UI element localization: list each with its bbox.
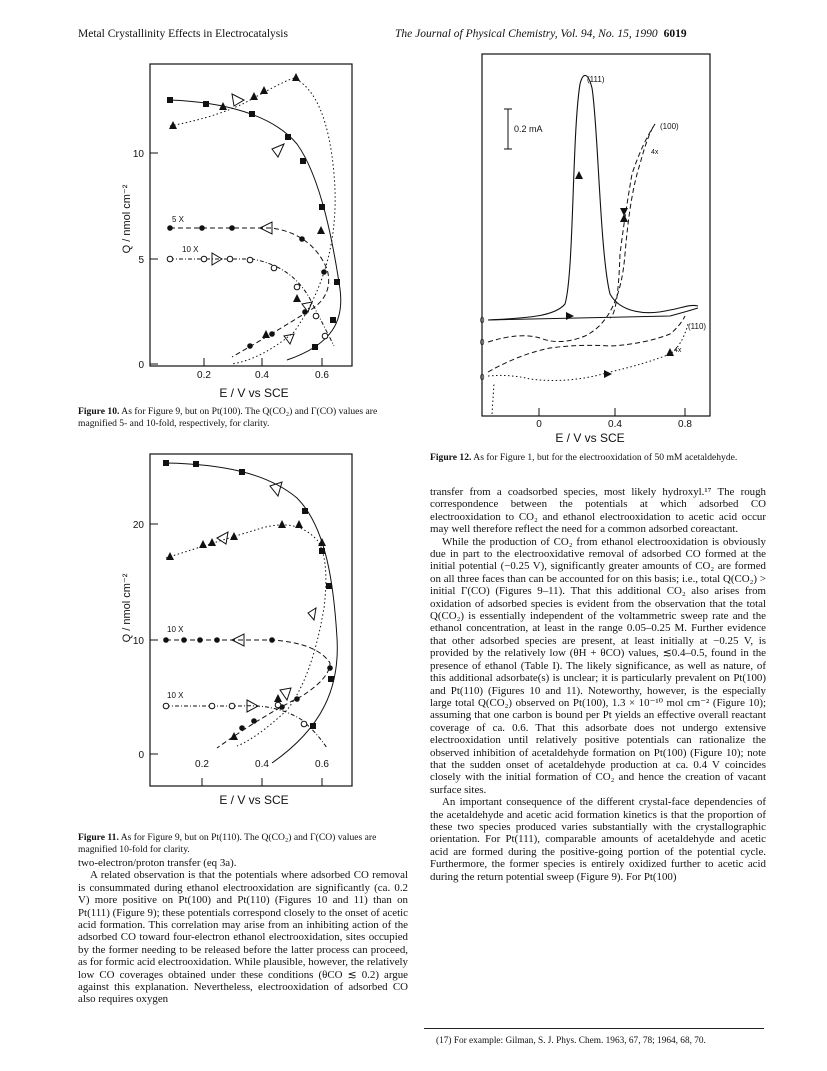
plot-frame bbox=[482, 54, 710, 416]
paragraph: A related observation is that the potentials where adsorbed CO removal is consummated during ethanol electrooxidation are significantly (ca. 0.2 V) more positive on Pt(100) and Pt(110) (Figures 10 and 11) than on Pt(111) (Figure 9); these potentials correspond closely to the onset of acetic acid formation. This correlation may arise from an inhibiting action of the adsorbed CO toward four-electron ethanol electrooxidation, sites occupied by the former needing to be released before the latter process can proceed, as for formic acid electrooxidation. While plausible, however, the relatively low CO coverages obtained under these conditions (θCO ≲ 0.2) argue against this explanation. Nevertheless, electrooxidation of adsorbed CO also requires oxygen bbox=[78, 869, 408, 1006]
figure-10-caption: Figure 10. As for Figure 9, but on Pt(100). The Q(CO₂) and Γ(CO) values are magnified 5- and 10-fold, respectively, for clarity. bbox=[78, 406, 378, 429]
journal-citation: The Journal of Physical Chemistry, Vol. 94, No. 15, 1990 6019 bbox=[395, 28, 687, 40]
x-axis-label: E / V vs SCE bbox=[555, 431, 625, 445]
ytick: 10 bbox=[132, 636, 144, 647]
figure-12-caption: Figure 12. As for Figure 1, but for the electrooxidation of 50 mM acetaldehyde. bbox=[430, 452, 738, 463]
xtick: 0.6 bbox=[315, 370, 329, 381]
paragraph: transfer from a coadsorbed species, most likely hydroxyl.¹⁷ The rough correspondence between the potentials at which adsorbed CO electrooxidation to CO₂ and ethanol electrooxidation to acetic acid occur may well therefore reflect the need for a common adsorbed coreactant. bbox=[430, 486, 766, 536]
paragraph: An important consequence of the different crystal-face dependencies of the acetaldehyde and acetic acid formation kinetics is that the proportion of these two species produced varies substantially with the crystallographic orientation. For Pt(111), comparable amounts of acetaldehyde and acetic acid are formed during the positive-going portion of the potential cycle. Furthermore, the former species is entirely oxidized further to acetic acid during the return potential sweep (Figure 9). For Pt(100) bbox=[430, 796, 766, 883]
running-head: Metal Crystallinity Effects in Electrocatalysis bbox=[78, 28, 288, 40]
ytick: 10 bbox=[132, 149, 144, 160]
figure-11-caption: Figure 11. As for Figure 9, but on Pt(110). The Q(CO₂) and Γ(CO) values are magnified 10-fold for clarity. bbox=[78, 832, 377, 855]
xtick: 0.8 bbox=[678, 419, 692, 430]
footnote-rule bbox=[424, 1028, 764, 1029]
xtick: 0.4 bbox=[255, 759, 269, 770]
curve-label-111: (111) bbox=[587, 75, 605, 84]
figure-12-plot bbox=[470, 54, 730, 449]
ytick: 0 bbox=[138, 360, 144, 371]
xtick: 0.4 bbox=[255, 370, 269, 381]
xtick: 0.2 bbox=[197, 370, 211, 381]
svg-text:0: 0 bbox=[480, 338, 485, 347]
curve-label-110: (110) bbox=[688, 322, 707, 331]
plot-frame bbox=[150, 454, 352, 786]
figure-11 bbox=[72, 448, 372, 823]
paragraph: While the production of CO₂ from ethanol electrooxidation is obviously due in part to the electrooxidative removal of adsorbed CO formed at the initial potential (−0.25 V), significantly greater amounts of CO₂ are formed on all three faces than can be accounted for on this basis; i.e., total Q(CO₂) > initial Γ(CO) (Figures 9–11). That this additional CO₂ also arises from oxidation of adsorbed species is evident from the observation that the total Q(CO₂) is essentially independent of the voltammetric sweep rate and the ethanol concentration, at least in the range 0.05–0.25 M. Further evidence that other adsorbed species are present, at least initially at −0.25 V, is provided by the relatively low (θH + θCO) values, ≲0.4–0.5, found in the presence of ethanol (Table I). The likely significance, as well as nature, of this additional adsorbate(s) is unclear; it is particularly prevalent on Pt(100) and Pt(110) (Figures 10 and 11). Noteworthy, however, is the especially large total Q(CO₂) observed on Pt(100), 1.3 × 10⁻¹⁰ mol cm⁻² (Figure 10); assuming that one carbon is bound per Pt yields an effective overall reactant coverage of ca. 0.6. That this adsorbate does not undergo extensive electrooxidation until relatively positive potentials can rationalize the observed inhibition of acetaldehyde formation on Pt(100) (Figure 10); note that the sudden onset of acetaldehyde production at ca. 0.4 V coincides closely with the initial formation of CO₂ and hence the creation of vacant surface sites. bbox=[430, 535, 766, 796]
ytick: 5 bbox=[138, 255, 144, 266]
figure-11-plot bbox=[72, 448, 372, 823]
annotation-5x: 5 X bbox=[172, 215, 185, 224]
xtick: 0.4 bbox=[608, 419, 622, 430]
xtick: 0.6 bbox=[315, 759, 329, 770]
y-axis-label: Q / nmol cm⁻² bbox=[121, 573, 133, 643]
paragraph: two-electron/proton transfer (eq 3a). bbox=[78, 857, 237, 869]
ytick: 20 bbox=[132, 520, 144, 531]
scale-bar-label: 0.2 mA bbox=[514, 124, 543, 134]
figure-12 bbox=[470, 54, 730, 449]
annotation-10x: 10 X bbox=[167, 691, 184, 700]
x-axis-label: E / V vs SCE bbox=[219, 386, 289, 400]
curve-label-100: (100) bbox=[660, 122, 679, 131]
page-number: 6019 bbox=[663, 28, 687, 40]
svg-text:0: 0 bbox=[480, 373, 485, 382]
xtick: 0.2 bbox=[195, 759, 209, 770]
annotation-10x: 10 X bbox=[182, 245, 199, 254]
footnote: (17) For example: Gilman, S. J. Phys. Chem. 1963, 67, 78; 1964, 68, 70. bbox=[436, 1036, 706, 1046]
figure-10 bbox=[72, 54, 372, 404]
x-axis-label: E / V vs SCE bbox=[219, 793, 289, 807]
annotation-10x: 10 X bbox=[167, 625, 184, 634]
figure-10-plot bbox=[72, 54, 372, 404]
right-column-text bbox=[430, 486, 766, 883]
xtick: 0 bbox=[536, 419, 542, 430]
svg-text:0: 0 bbox=[480, 316, 485, 325]
svg-text:4x: 4x bbox=[651, 149, 659, 156]
y-axis-label: Q / nmol cm⁻² bbox=[121, 184, 133, 254]
left-column-text bbox=[78, 857, 408, 1006]
svg-text:4x: 4x bbox=[674, 347, 682, 354]
ytick: 0 bbox=[138, 750, 144, 761]
